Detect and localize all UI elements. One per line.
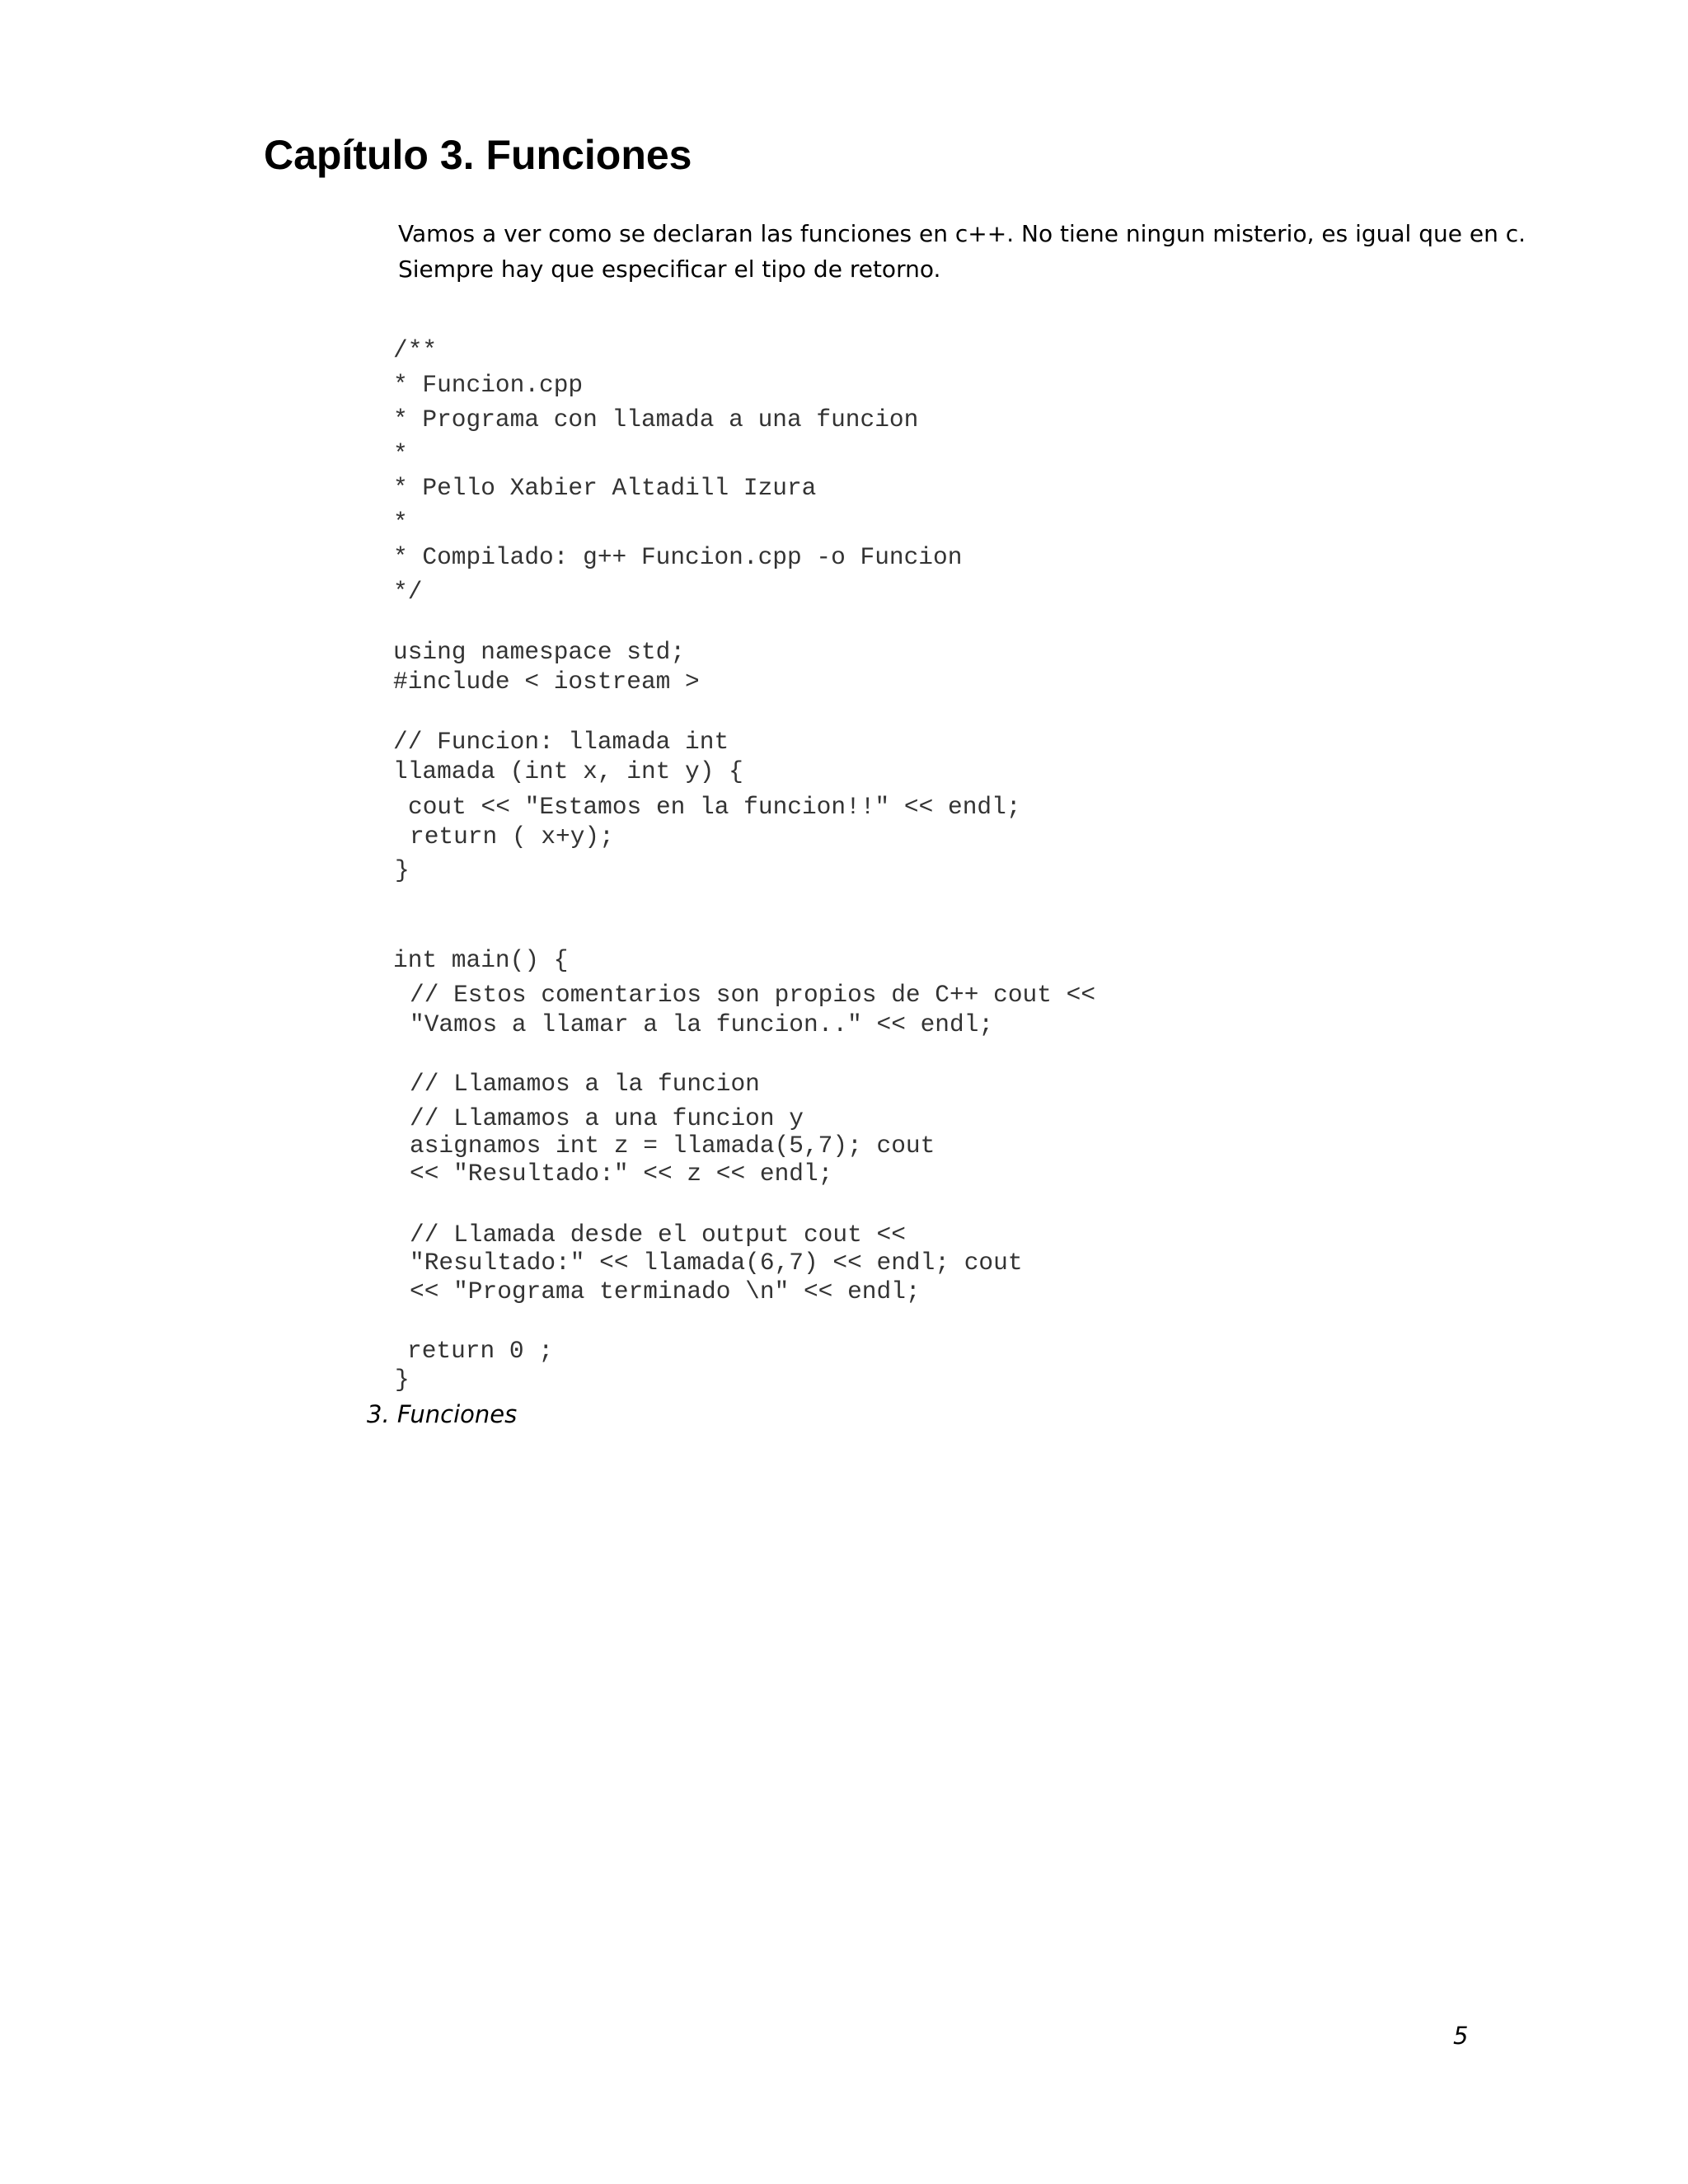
code-line: int main() { [393, 946, 569, 974]
code-line: #include < iostream > [393, 668, 700, 696]
page-number: 5 [1453, 2022, 1469, 2050]
intro-line: Vamos a ver como se declaran las funciones en c++. No tiene ningun misterio, es igual que en c. [398, 220, 1526, 247]
code-line: * [393, 440, 408, 468]
code-line: /** [393, 336, 438, 364]
code-line: } [395, 856, 410, 884]
chapter-title: Capítulo 3. Funciones [264, 132, 692, 178]
code-line: using namespace std; [393, 638, 686, 666]
code-line: asignamos int z = llamada(5,7); cout [410, 1132, 935, 1160]
code-line: } [395, 1366, 410, 1394]
code-line: << "Programa terminado \n" << endl; [410, 1277, 921, 1305]
code-line: // Llamada desde el output cout << [410, 1221, 906, 1249]
code-line: // Estos comentarios son propios de C++ cout << [410, 981, 1096, 1009]
code-line: * Compilado: g++ Funcion.cpp -o Funcion [393, 543, 963, 571]
code-line: * [393, 509, 408, 537]
code-line: cout << "Estamos en la funcion!!" << endl; [408, 793, 1021, 821]
code-line: return 0 ; [407, 1337, 554, 1365]
intro-line: Siempre hay que especificar el tipo de retorno. [398, 255, 941, 283]
caption: 3. Funciones [367, 1400, 518, 1428]
code-line: llamada (int x, int y) { [393, 757, 743, 785]
code-line: * Funcion.cpp [393, 371, 584, 399]
code-line: */ [393, 578, 423, 606]
code-line: "Vamos a llamar a la funcion.." << endl; [410, 1010, 994, 1038]
code-line: * Pello Xabier Altadill Izura [393, 474, 817, 502]
code-line: * Programa con llamada a una funcion [393, 405, 919, 434]
code-line: // Funcion: llamada int [393, 728, 729, 756]
intro-paragraph [398, 216, 1526, 287]
code-line: "Resultado:" << llamada(6,7) << endl; cout [410, 1249, 1023, 1277]
code-line: // Llamamos a una funcion y [410, 1104, 804, 1132]
code-line: // Llamamos a la funcion [410, 1070, 760, 1098]
code-line: << "Resultado:" << z << endl; [410, 1160, 833, 1188]
code-line: return ( x+y); [410, 823, 614, 851]
